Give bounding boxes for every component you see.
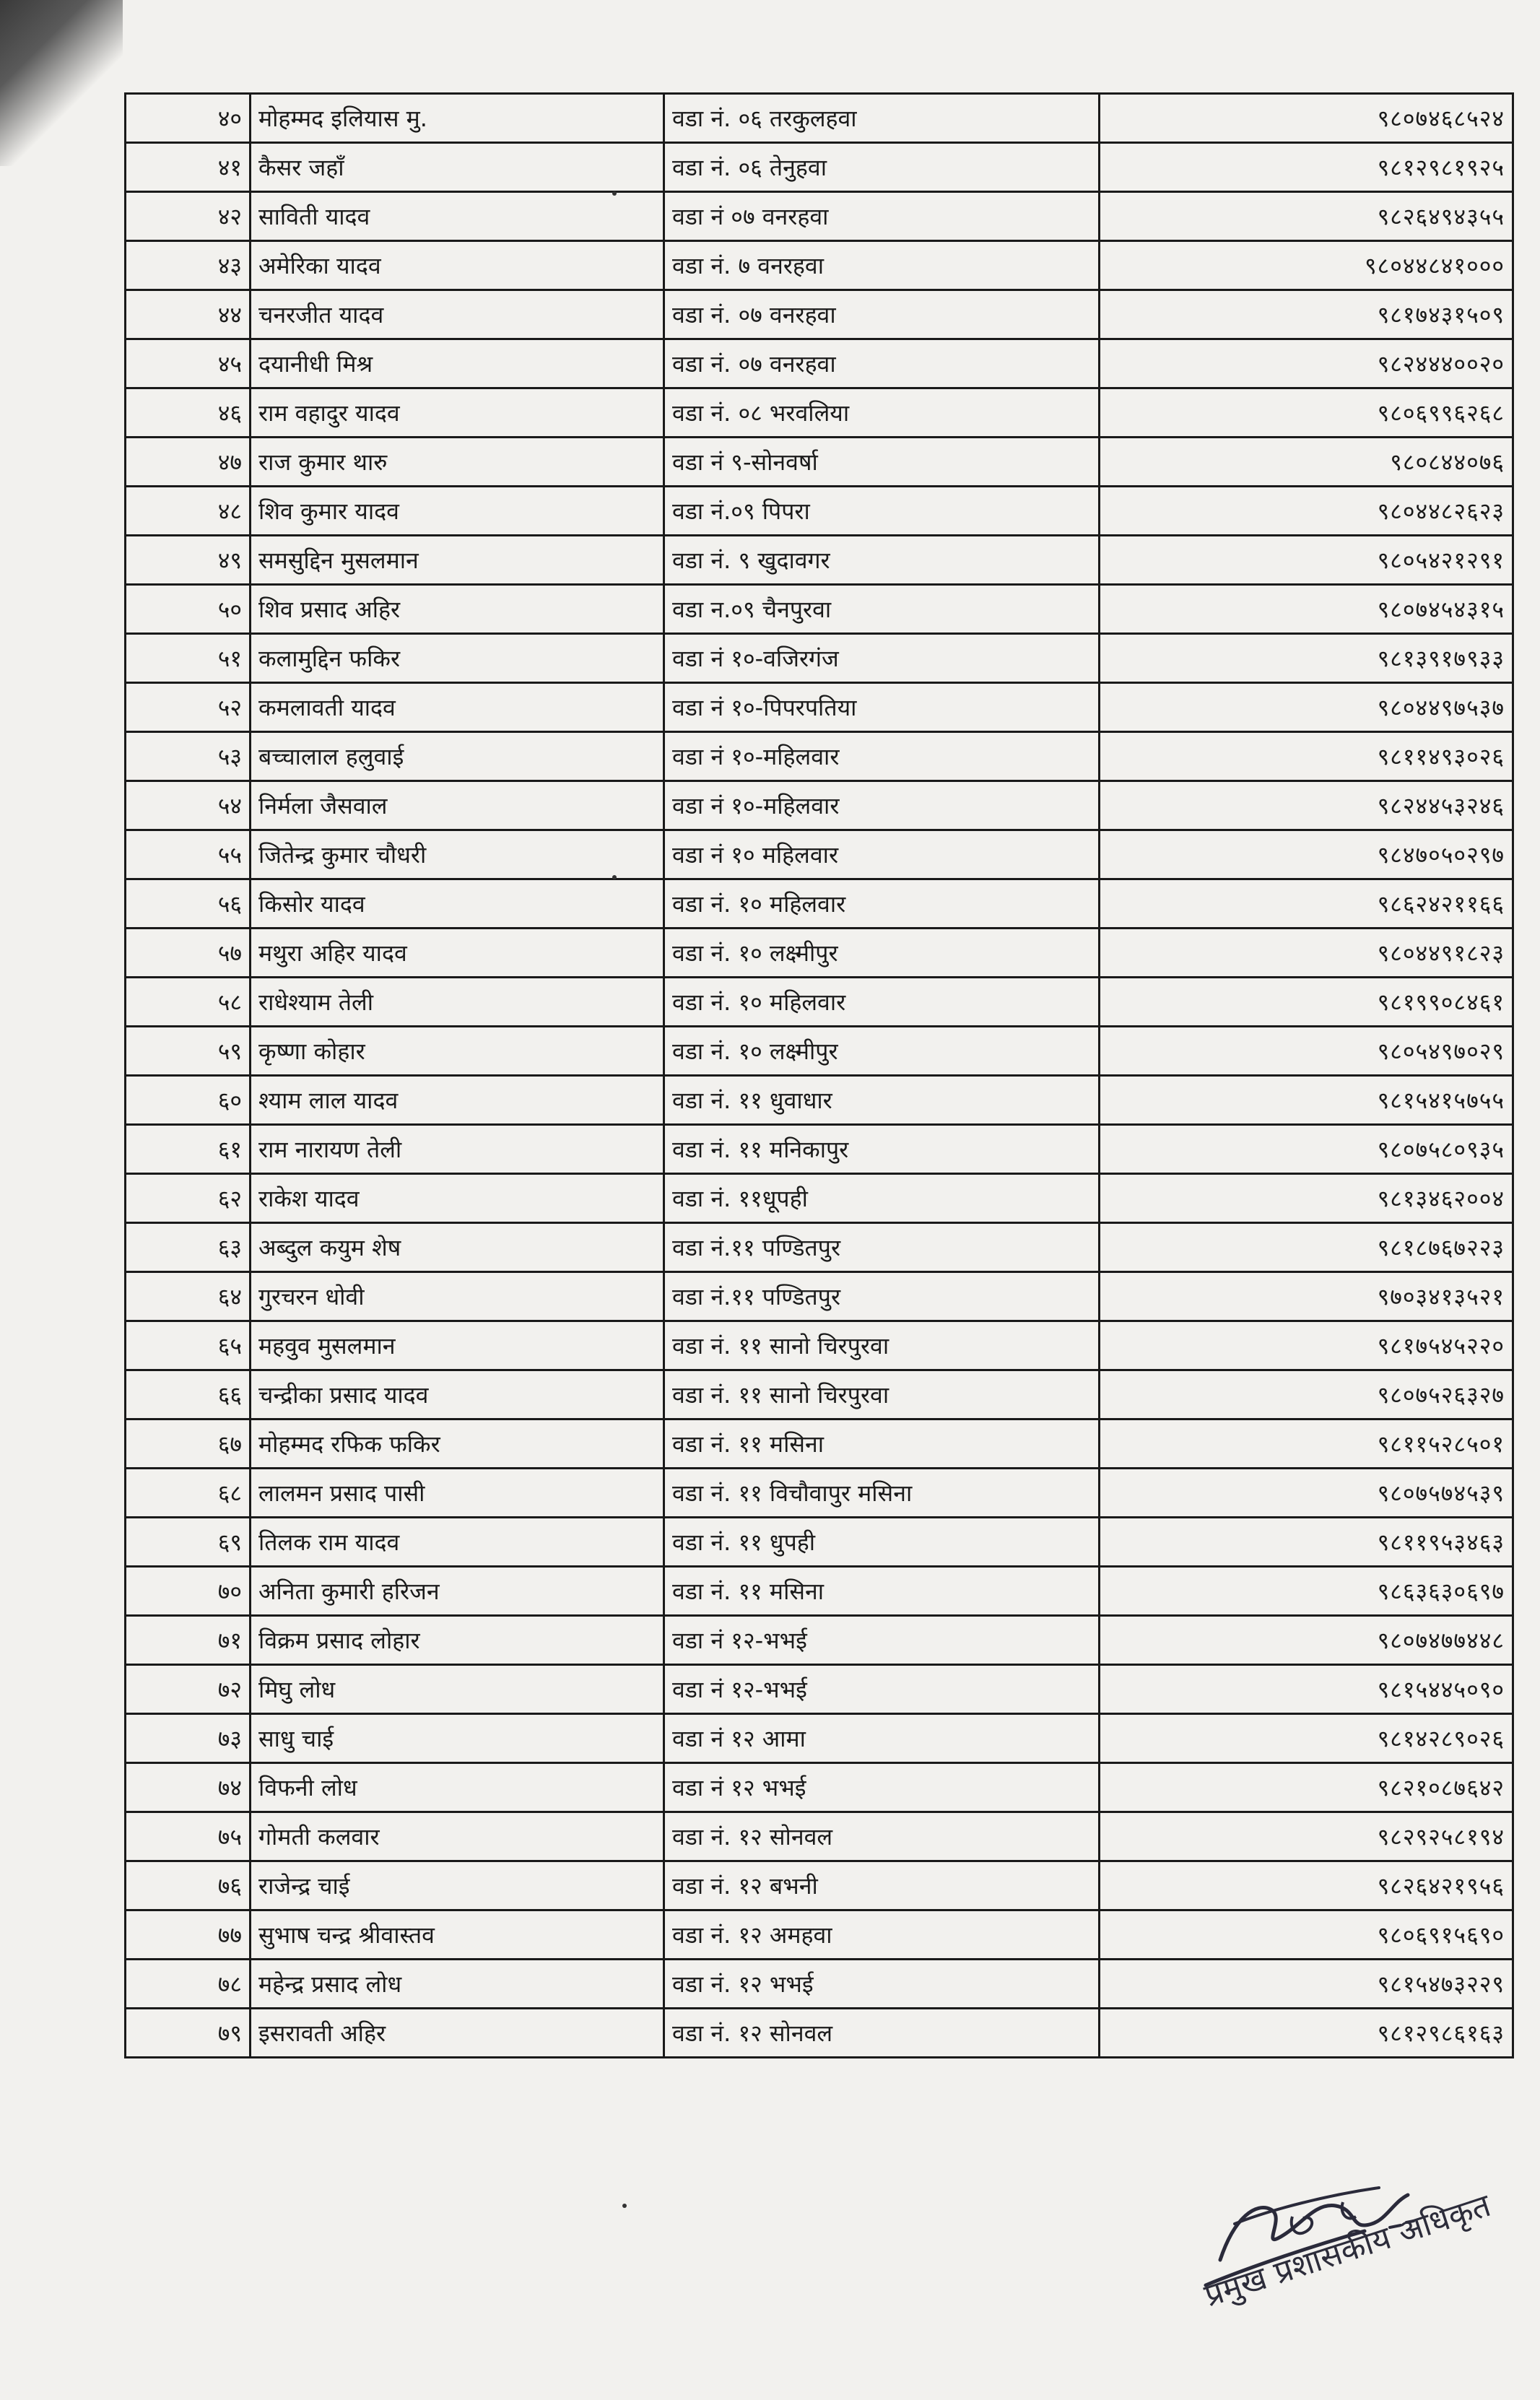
table-row	[126, 1370, 1513, 1419]
phone-cell: ९८०५४९७०२९	[1100, 1027, 1513, 1076]
serial-number-cell: ७७	[126, 1910, 251, 1960]
phone-cell: ९८१८७६७२२३	[1100, 1223, 1513, 1272]
serial-number-cell: ५४	[126, 781, 251, 830]
phone-cell: ९८०५४२१२९१	[1100, 536, 1513, 585]
table-row	[126, 241, 1513, 290]
phone-cell: ९८०७५७४५३९	[1100, 1469, 1513, 1518]
table-row	[126, 1174, 1513, 1223]
phone-cell: ९८१५४४५०९०	[1100, 1665, 1513, 1714]
phone-cell: ९८१४२८९०२६	[1100, 1714, 1513, 1763]
page-corner-shadow	[0, 0, 123, 166]
address-cell: वडा नं १२-भभई	[664, 1616, 1100, 1665]
name-cell: राम वहादुर यादव	[251, 388, 664, 438]
table-row	[126, 1714, 1513, 1763]
table-row	[126, 1910, 1513, 1960]
address-cell: वडा नं १२ आमा	[664, 1714, 1100, 1763]
address-cell: वडा नं. ७ वनरहवा	[664, 241, 1100, 290]
address-cell: वडा नं. १२ बभनी	[664, 1861, 1100, 1910]
serial-number-cell: ७१	[126, 1616, 251, 1665]
phone-cell: ९८०७४६८५२४	[1100, 94, 1513, 143]
table-row	[126, 585, 1513, 634]
phone-cell: ९८१३९१७९३३	[1100, 634, 1513, 683]
name-cell: साधु चाई	[251, 1714, 664, 1763]
name-cell: राम नारायण तेली	[251, 1125, 664, 1174]
address-cell: वडा नं. ११ सानो चिरपुरवा	[664, 1370, 1100, 1419]
serial-number-cell: ७४	[126, 1763, 251, 1812]
name-cell: मथुरा अहिर यादव	[251, 929, 664, 978]
address-cell: वडा नं. ११ धुपही	[664, 1518, 1100, 1567]
document-page	[124, 92, 1505, 2058]
phone-cell: ९८१२९८१९२५	[1100, 143, 1513, 192]
serial-number-cell: ४८	[126, 487, 251, 536]
name-cell: अमेरिका यादव	[251, 241, 664, 290]
table-row	[126, 1469, 1513, 1518]
phone-cell: ९८०६९१५६९०	[1100, 1910, 1513, 1960]
name-cell: साविती यादव	[251, 192, 664, 241]
serial-number-cell: ५२	[126, 683, 251, 732]
table-row	[126, 339, 1513, 388]
serial-number-cell: ४०	[126, 94, 251, 143]
serial-number-cell: ७६	[126, 1861, 251, 1910]
name-cell: सुभाष चन्द्र श्रीवास्तव	[251, 1910, 664, 1960]
table-row	[126, 732, 1513, 781]
serial-number-cell: ६१	[126, 1125, 251, 1174]
phone-cell: ९७०३४१३५२१	[1100, 1272, 1513, 1321]
table-row	[126, 1567, 1513, 1616]
address-cell: वडा नं. ०६ तेनुहवा	[664, 143, 1100, 192]
name-cell: राधेश्याम तेली	[251, 978, 664, 1027]
name-cell: कमलावती यादव	[251, 683, 664, 732]
phone-cell: ९८०७४७७४४८	[1100, 1616, 1513, 1665]
phone-cell: ९८१५४१५७५५	[1100, 1076, 1513, 1125]
name-cell: चनरजीत यादव	[251, 290, 664, 339]
table-row	[126, 929, 1513, 978]
serial-number-cell: ६०	[126, 1076, 251, 1125]
serial-number-cell: ४२	[126, 192, 251, 241]
name-cell: विफनी लोध	[251, 1763, 664, 1812]
phone-cell: ९८२४४५३२४६	[1100, 781, 1513, 830]
name-cell: राकेश यादव	[251, 1174, 664, 1223]
address-cell: वडा नं.०९ पिपरा	[664, 487, 1100, 536]
table-row	[126, 830, 1513, 879]
table-row	[126, 1272, 1513, 1321]
table-row	[126, 192, 1513, 241]
phone-cell: ९८११९५३४६३	[1100, 1518, 1513, 1567]
address-cell: वडा नं. ०७ वनरहवा	[664, 339, 1100, 388]
phone-cell: ९८०८४४०७६	[1100, 438, 1513, 487]
phone-cell: ९८२६४९४३५५	[1100, 192, 1513, 241]
phone-cell: ९८१७४३१५०९	[1100, 290, 1513, 339]
table-row	[126, 290, 1513, 339]
serial-number-cell: ४१	[126, 143, 251, 192]
address-cell: वडा नं. ११ मनिकापुर	[664, 1125, 1100, 1174]
phone-cell: ९८०७५२६३२७	[1100, 1370, 1513, 1419]
table-row	[126, 781, 1513, 830]
address-cell: वडा नं. ०६ तरकुलहवा	[664, 94, 1100, 143]
serial-number-cell: ६७	[126, 1419, 251, 1469]
table-row	[126, 1419, 1513, 1469]
name-cell: कृष्णा कोहार	[251, 1027, 664, 1076]
stray-ink-dot	[622, 2204, 627, 2208]
phone-cell: ९८१७५४५२२०	[1100, 1321, 1513, 1370]
phone-cell: ९८०४४९१८२३	[1100, 929, 1513, 978]
address-cell: वडा नं. १२ अमहवा	[664, 1910, 1100, 1960]
name-cell: मिघु लोध	[251, 1665, 664, 1714]
address-cell: वडा नं. १० लक्ष्मीपुर	[664, 929, 1100, 978]
address-cell: वडा नं. १० महिलवार	[664, 978, 1100, 1027]
address-cell: वडा नं. ९ खुदावगर	[664, 536, 1100, 585]
address-cell: वडा नं. ११ धुवाधार	[664, 1076, 1100, 1125]
address-cell: वडा नं. १० लक्ष्मीपुर	[664, 1027, 1100, 1076]
phone-cell: ९८२९२५८१९४	[1100, 1812, 1513, 1861]
table-row	[126, 1223, 1513, 1272]
name-cell: मोहम्मद इलियास मु.	[251, 94, 664, 143]
name-cell: राजेन्द्र चाई	[251, 1861, 664, 1910]
address-cell: वडा नं १०-महिलवार	[664, 732, 1100, 781]
name-cell: किसोर यादव	[251, 879, 664, 929]
name-cell: विक्रम प्रसाद लोहार	[251, 1616, 664, 1665]
serial-number-cell: ४४	[126, 290, 251, 339]
address-cell: वडा नं.११ पण्डितपुर	[664, 1272, 1100, 1321]
phone-cell: ९८२१०८७६४२	[1100, 1763, 1513, 1812]
phone-cell: ९८६३६३०६९७	[1100, 1567, 1513, 1616]
address-cell: वडा नं. ११ विचौवापुर मसिना	[664, 1469, 1100, 1518]
name-cell: श्याम लाल यादव	[251, 1076, 664, 1125]
serial-number-cell: ५०	[126, 585, 251, 634]
name-cell: जितेन्द्र कुमार चौधरी	[251, 830, 664, 879]
name-cell: शिव प्रसाद अहिर	[251, 585, 664, 634]
serial-number-cell: ५१	[126, 634, 251, 683]
name-cell: अनिता कुमारी हरिजन	[251, 1567, 664, 1616]
phone-cell: ९८१२९८६१६३	[1100, 2009, 1513, 2058]
table-row	[126, 1665, 1513, 1714]
serial-number-cell: ६८	[126, 1469, 251, 1518]
table-row	[126, 94, 1513, 143]
name-cell: महवुव मुसलमान	[251, 1321, 664, 1370]
name-cell: कैसर जहाँ	[251, 143, 664, 192]
serial-number-cell: ६६	[126, 1370, 251, 1419]
phone-cell: ९८०७४५४३१५	[1100, 585, 1513, 634]
phone-cell: ९८१९९०८४६१	[1100, 978, 1513, 1027]
phone-cell: ९८०७५८०९३५	[1100, 1125, 1513, 1174]
table-row	[126, 879, 1513, 929]
name-cell: कलामुद्दिन फकिर	[251, 634, 664, 683]
serial-number-cell: ५९	[126, 1027, 251, 1076]
phone-cell: ९८२६४२१९५६	[1100, 1861, 1513, 1910]
name-cell: इसरावती अहिर	[251, 2009, 664, 2058]
serial-number-cell: ४६	[126, 388, 251, 438]
table-row	[126, 487, 1513, 536]
serial-number-cell: ४९	[126, 536, 251, 585]
phone-cell: ९८६२४२११६६	[1100, 879, 1513, 929]
table-body	[126, 94, 1513, 2058]
name-cell: मोहम्मद रफिक फकिर	[251, 1419, 664, 1469]
table-row	[126, 388, 1513, 438]
serial-number-cell: ४३	[126, 241, 251, 290]
name-cell: दयानीधी मिश्र	[251, 339, 664, 388]
serial-number-cell: ६४	[126, 1272, 251, 1321]
table-row	[126, 978, 1513, 1027]
address-cell: वडा नं ०७ वनरहवा	[664, 192, 1100, 241]
name-cell: निर्मला जैसवाल	[251, 781, 664, 830]
serial-number-cell: ७३	[126, 1714, 251, 1763]
address-cell: वडा नं. ११धूपही	[664, 1174, 1100, 1223]
name-cell: लालमन प्रसाद पासी	[251, 1469, 664, 1518]
name-cell: शिव कुमार यादव	[251, 487, 664, 536]
name-cell: चन्द्रीका प्रसाद यादव	[251, 1370, 664, 1419]
table-row	[126, 1812, 1513, 1861]
name-cell: समसुद्दिन मुसलमान	[251, 536, 664, 585]
address-cell: वडा नं. ११ मसिना	[664, 1567, 1100, 1616]
serial-number-cell: ७८	[126, 1960, 251, 2009]
address-cell: वडा नं १२ भभई	[664, 1763, 1100, 1812]
phone-cell: ९८१५४७३२२९	[1100, 1960, 1513, 2009]
table-row	[126, 1616, 1513, 1665]
address-cell: वडा नं १२-भभई	[664, 1665, 1100, 1714]
address-cell: वडा नं १० महिलवार	[664, 830, 1100, 879]
official-designation: प्रमुख प्रशासकीय अधिकृत	[1200, 2187, 1495, 2315]
address-cell: वडा नं ९-सोनवर्षा	[664, 438, 1100, 487]
table-row	[126, 2009, 1513, 2058]
phone-cell: ९८१३४६२००४	[1100, 1174, 1513, 1223]
stray-ink-dot	[612, 875, 617, 879]
beneficiary-table	[124, 92, 1514, 2058]
table-row	[126, 683, 1513, 732]
address-cell: वडा नं. १२ भभई	[664, 1960, 1100, 2009]
address-cell: वडा नं. १२ सोनवल	[664, 2009, 1100, 2058]
serial-number-cell: ७५	[126, 1812, 251, 1861]
table-row	[126, 1861, 1513, 1910]
address-cell: वडा नं. १० महिलवार	[664, 879, 1100, 929]
serial-number-cell: ७०	[126, 1567, 251, 1616]
address-cell: वडा नं. ११ सानो चिरपुरवा	[664, 1321, 1100, 1370]
serial-number-cell: ५३	[126, 732, 251, 781]
table-row	[126, 1321, 1513, 1370]
address-cell: वडा नं १०-पिपरपतिया	[664, 683, 1100, 732]
table-row	[126, 1960, 1513, 2009]
phone-cell: ९८०६९९६२६८	[1100, 388, 1513, 438]
name-cell: गुरचरन धोवी	[251, 1272, 664, 1321]
name-cell: महेन्द्र प्रसाद लोध	[251, 1960, 664, 2009]
name-cell: बच्चालाल हलुवाई	[251, 732, 664, 781]
table-row	[126, 1763, 1513, 1812]
address-cell: वडा नं. ०७ वनरहवा	[664, 290, 1100, 339]
address-cell: वडा नं. १२ सोनवल	[664, 1812, 1100, 1861]
phone-cell: ९८४७०५०२९७	[1100, 830, 1513, 879]
serial-number-cell: ६५	[126, 1321, 251, 1370]
phone-cell: ९८११५२८५०१	[1100, 1419, 1513, 1469]
serial-number-cell: ५७	[126, 929, 251, 978]
serial-number-cell: ४५	[126, 339, 251, 388]
phone-cell: ९८२४४४००२०	[1100, 339, 1513, 388]
table-row	[126, 634, 1513, 683]
serial-number-cell: ५८	[126, 978, 251, 1027]
table-row	[126, 438, 1513, 487]
stray-ink-dot	[612, 191, 617, 196]
address-cell: वडा नं १०-वजिरगंज	[664, 634, 1100, 683]
address-cell: वडा नं.११ पण्डितपुर	[664, 1223, 1100, 1272]
table-row	[126, 143, 1513, 192]
serial-number-cell: ६९	[126, 1518, 251, 1567]
address-cell: वडा नं १०-महिलवार	[664, 781, 1100, 830]
address-cell: वडा नं. ११ मसिना	[664, 1419, 1100, 1469]
name-cell: तिलक राम यादव	[251, 1518, 664, 1567]
serial-number-cell: ५५	[126, 830, 251, 879]
serial-number-cell: ७२	[126, 1665, 251, 1714]
phone-cell: ९८०४४८४१०००	[1100, 241, 1513, 290]
table-row	[126, 1076, 1513, 1125]
table-row	[126, 1027, 1513, 1076]
table-row	[126, 1125, 1513, 1174]
name-cell: राज कुमार थारु	[251, 438, 664, 487]
phone-cell: ९८०४४८२६२३	[1100, 487, 1513, 536]
address-cell: वडा नं. ०८ भरवलिया	[664, 388, 1100, 438]
serial-number-cell: ६२	[126, 1174, 251, 1223]
table-row	[126, 1518, 1513, 1567]
serial-number-cell: ४७	[126, 438, 251, 487]
phone-cell: ९८११४९३०२६	[1100, 732, 1513, 781]
address-cell: वडा न.०९ चैनपुरवा	[664, 585, 1100, 634]
serial-number-cell: ५६	[126, 879, 251, 929]
table-row	[126, 536, 1513, 585]
name-cell: गोमती कलवार	[251, 1812, 664, 1861]
serial-number-cell: ७९	[126, 2009, 251, 2058]
serial-number-cell: ६३	[126, 1223, 251, 1272]
phone-cell: ९८०४४९७५३७	[1100, 683, 1513, 732]
name-cell: अब्दुल कयुम शेष	[251, 1223, 664, 1272]
